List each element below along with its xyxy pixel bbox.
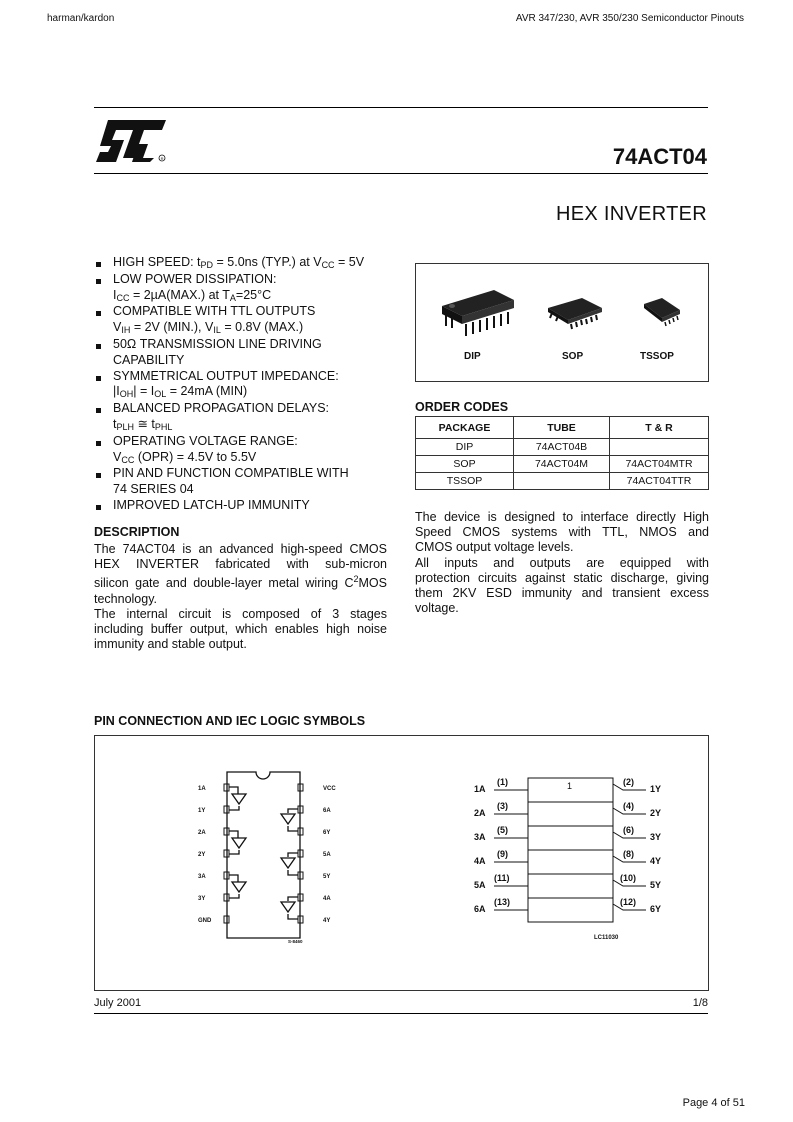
sop-package-image xyxy=(544,294,606,332)
package-label-tssop: TSSOP xyxy=(640,351,674,362)
table-row xyxy=(416,439,709,456)
dip-package-image xyxy=(436,286,518,338)
iec-block-label: 1 xyxy=(567,781,573,791)
feature-ttl: COMPATIBLE WITH TTL OUTPUTS VIH = 2V (MIN.), VIL = 0.8V (MAX.) xyxy=(94,304,394,337)
iec-output-num: (8) xyxy=(623,849,634,859)
iec-output-label: 6Y xyxy=(650,904,662,914)
footer-page: 1/8 xyxy=(692,997,708,1009)
pin-label: 4Y xyxy=(323,918,331,924)
description-title: DESCRIPTION xyxy=(94,525,180,539)
table-cell xyxy=(514,473,610,490)
iec-input-num: (9) xyxy=(497,849,508,859)
description-left: The 74ACT04 is an advanced high-speed CMOS HEX INVERTER fabricated with sub-micron silicon gate and double-layer metal wiring $C^2MOS$ technology. The internal circuit is composed of 3 stages including buffer output, which enables high noise immunity and stable output. xyxy=(94,542,387,652)
pin-label: 6Y xyxy=(323,830,331,836)
page-subtitle: HEX INVERTER xyxy=(555,203,707,225)
pin-label: VCC xyxy=(323,786,336,792)
table-cell: SOP xyxy=(416,456,514,473)
iec-input-label: 4A xyxy=(474,856,486,866)
pin-label: GND xyxy=(198,918,212,924)
pin-diagram-box xyxy=(94,735,709,991)
package-label-sop: SOP xyxy=(562,351,584,362)
description-right: The device is designed to interface directly High Speed CMOS systems with TTL, NMOS and CMOS output voltage levels. All inputs and outputs are equipped with protection circuits against static discharge, giving them 2KV ESD immunity and transient excess voltage. xyxy=(415,510,709,616)
iec-logic-symbol xyxy=(470,772,670,947)
pin-label: 1Y xyxy=(198,808,206,814)
order-codes-table xyxy=(415,416,709,490)
table-row xyxy=(416,456,709,473)
iec-input-label: 1A xyxy=(474,784,486,794)
iec-output-num: (4) xyxy=(623,801,634,811)
feature-power: LOW POWER DISSIPATION: ICC = 2µA(MAX.) at TA=25°C xyxy=(94,272,394,305)
features-list xyxy=(94,255,394,514)
pin-section-title: PIN CONNECTION AND IEC LOGIC SYMBOLS xyxy=(94,714,366,728)
pin-label: 2Y xyxy=(198,852,206,858)
iec-code: LC11030 xyxy=(594,935,619,941)
feature-impedance: SYMMETRICAL OUTPUT IMPEDANCE: |IOH| = IOL = 24mA (MIN) xyxy=(94,369,394,402)
iec-input-label: 6A xyxy=(474,904,486,914)
feature-voltage: OPERATING VOLTAGE RANGE: VCC (OPR) = 4.5V to 5.5V xyxy=(94,434,394,467)
feature-speed: HIGH SPEED: tPD = 5.0ns (TYP.) at VCC = 5V xyxy=(94,255,394,272)
order-codes-title: ORDER CODES xyxy=(415,400,509,414)
pin-label: 5Y xyxy=(323,874,331,880)
header-right: AVR 347/230, AVR 350/230 Semiconductor Pinouts xyxy=(515,13,744,24)
title-rule xyxy=(94,173,708,174)
iec-output-label: 1Y xyxy=(650,784,662,794)
chip-code: S-8460 xyxy=(288,939,303,944)
iec-input-num: (11) xyxy=(494,873,510,883)
table-cell: 74ACT04B xyxy=(514,439,610,456)
pin-label: 2A xyxy=(198,830,206,836)
iec-output-label: 4Y xyxy=(650,856,662,866)
table-cell: 74ACT04M xyxy=(514,456,610,473)
table-cell: TSSOP xyxy=(416,473,514,490)
feature-transmission: 50Ω TRANSMISSION LINE DRIVING CAPABILITY xyxy=(94,337,394,369)
iec-input-label: 2A xyxy=(474,808,486,818)
pin-label: 4A xyxy=(323,896,331,902)
iec-input-label: 3A xyxy=(474,832,486,842)
iec-output-num: (6) xyxy=(623,825,634,835)
table-header-row xyxy=(416,417,709,439)
feature-latchup: IMPROVED LATCH-UP IMMUNITY xyxy=(94,498,394,514)
pin-label: 1A xyxy=(198,786,206,792)
table-header: T & R xyxy=(610,417,709,439)
feature-delays: BALANCED PROPAGATION DELAYS: tPLH ≅ tPHL xyxy=(94,401,394,434)
pin-label: 3Y xyxy=(198,896,206,902)
top-rule xyxy=(94,107,708,108)
table-header: TUBE xyxy=(514,417,610,439)
page-title: 74ACT04 xyxy=(612,144,707,169)
footer-date: July 2001 xyxy=(94,997,142,1009)
svg-text:R: R xyxy=(160,156,164,161)
footer-page-of: Page 4 of 51 xyxy=(682,1097,745,1109)
pin-label: 6A xyxy=(323,808,331,814)
tssop-package-image xyxy=(638,294,684,330)
st-logo xyxy=(94,118,170,164)
package-box xyxy=(415,263,709,382)
iec-output-label: 3Y xyxy=(650,832,662,842)
iec-input-num: (3) xyxy=(497,801,508,811)
table-cell: 74ACT04MTR xyxy=(610,456,709,473)
pin-label: 5A xyxy=(323,852,331,858)
iec-input-label: 5A xyxy=(474,880,486,890)
iec-input-num: (1) xyxy=(497,777,508,787)
iec-output-label: 2Y xyxy=(650,808,662,818)
package-label-dip: DIP xyxy=(464,351,481,362)
iec-output-num: (2) xyxy=(623,777,634,787)
header-left: harman/kardon xyxy=(47,13,115,24)
iec-output-num: (12) xyxy=(620,897,637,907)
iec-output-label: 5Y xyxy=(650,880,662,890)
table-cell: DIP xyxy=(416,439,514,456)
iec-input-num: (5) xyxy=(497,825,508,835)
table-cell: 74ACT04TTR xyxy=(610,473,709,490)
iec-input-num: (13) xyxy=(494,897,511,907)
table-cell xyxy=(610,439,709,456)
footer-rule xyxy=(94,1013,708,1014)
pin-connection-diagram xyxy=(190,766,350,946)
table-row xyxy=(416,473,709,490)
feature-pin-compatible: PIN AND FUNCTION COMPATIBLE WITH 74 SERIES 04 xyxy=(94,466,394,498)
iec-output-num: (10) xyxy=(620,873,637,883)
pin-label: 3A xyxy=(198,874,206,880)
table-header: PACKAGE xyxy=(416,417,514,439)
